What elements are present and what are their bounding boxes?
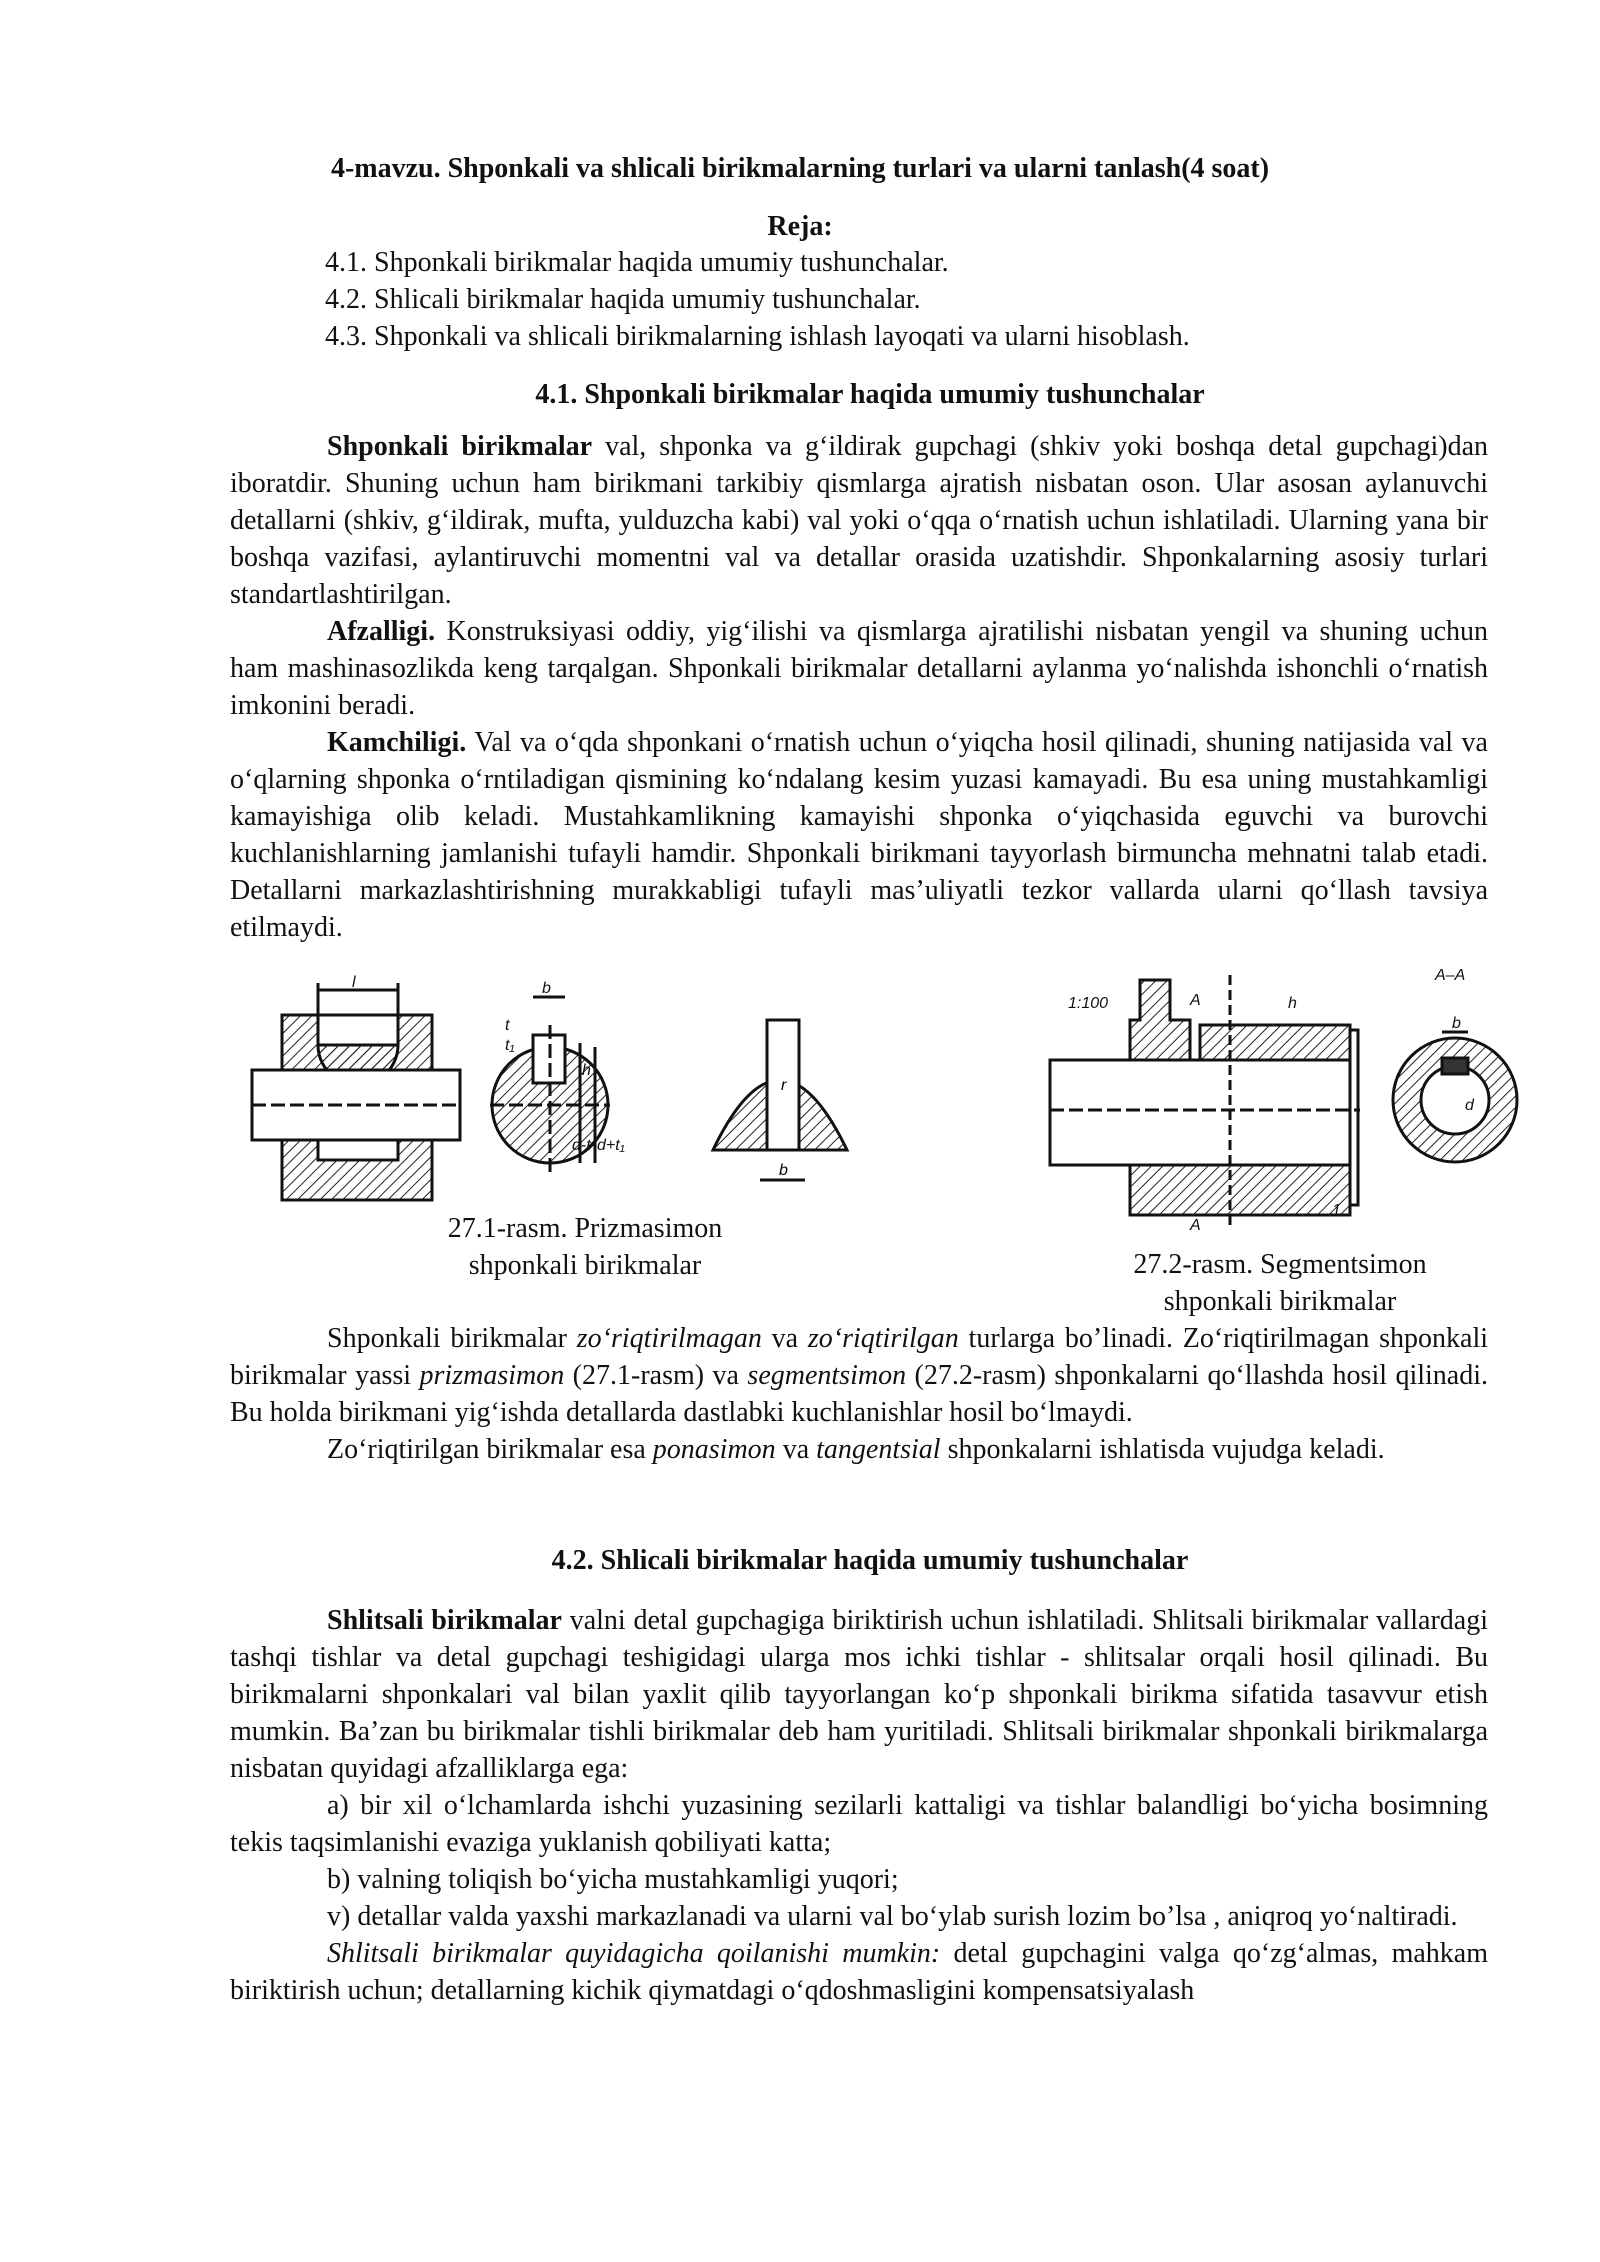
term-italic: Shlitsali birikmalar quyidagicha qoilanishi mumkin: [327,1938,941,1969]
paragraph-text: val, shponka va g‘ildirak gupchagi (shkiv yoki boshqa detal gupchagi)dan iboratdir. Shuning uchun ham birikmani tarkibiy qismlarga ajratish nisbatan oson. Ular asosan aylanuvchi detallarni (shkiv, g‘ildirak, mufta, yulduzcha kabi) val yoki o‘qqa o‘rnatish uchun ishlatiladi. Ularning yana bir boshqa vazifasi, aylantiruvchi momentni val va detallar orasida uzatishdir. Shponkalarning asosiy turlari standartlashtirilgan. [230,431,1488,610]
caption-line: 27.1-rasm. Prizmasimon [447,1213,723,1244]
label-r: r [781,1077,787,1094]
label-b2: b [779,1162,788,1179]
prismatic-key-figure [250,975,680,1220]
label-t1: t₁ [505,1037,515,1054]
term-bold: Kamchiligi. [327,727,467,758]
label-scale: 1:100 [1068,995,1109,1012]
key-section-figure [705,1010,855,1190]
plan-item: 4.3. Shponkali va shlicali birikmalarning ishlash layoqati va ularni hisoblash. [325,321,1190,352]
paragraph-text: va [761,1323,808,1354]
term-bold: Shponkali birikmalar [327,431,593,462]
term-bold: Shlitsali birikmalar [327,1605,562,1636]
plan-heading: Reja: [767,211,833,242]
term-italic: prizmasimon [419,1360,565,1391]
list-item: b) valning toliqish bo‘yicha mustahkamligi yuqori; [327,1864,899,1895]
plan-item: 4.1. Shponkali birikmalar haqida umumiy tushunchalar. [325,247,949,278]
figure-caption-1 [390,1210,780,1284]
label-t: t [505,1017,510,1034]
caption-line: 27.2-rasm. Segmentsimon [1133,1249,1427,1280]
caption-line: shponkali birikmalar [468,1250,702,1281]
term-italic: segmentsimon [747,1360,907,1391]
term-bold: Afzalligi. [327,616,436,647]
term-italic: zo‘riqtirilmagan [576,1323,762,1354]
paragraph-text: Zo‘riqtirilgan birikmalar esa [327,1434,653,1465]
list-item: a) bir xil o‘lchamlarda ishchi yuzasining sezilarli kattaligi va tishlar balandligi bo‘yicha bosimning tekis taqsimlanishi evaziga yuklanish qobiliyati katta; [230,1790,1488,1858]
paragraph-types [230,1320,1488,1468]
segment-key-figure [1040,960,1520,1235]
label-section-aa: A–A [1435,967,1466,984]
figure-caption-2 [1090,1246,1470,1320]
paragraph-text: (27.1-rasm) va [564,1360,748,1391]
label-b: b [542,980,551,997]
label-a-bottom: A [1190,1217,1201,1234]
label-h2: h [1288,995,1297,1012]
paragraph-text: Konstruksiyasi oddiy, yig‘ilishi va qismlarga ajratilishi nisbatan yengil va shuning uchun ham mashinasozlikda keng tarqalgan. Shponkali birikmalar detallarni aylanma yo‘nalishda ishonchli o‘rnatish imkonini beradi. [230,616,1488,721]
paragraph-intro [230,428,1488,946]
paragraph-text: Shponkali birikmalar [327,1323,577,1354]
list-item: v) detallar valda yaxshi markazlanadi va ularni val bo‘ylab surish lozim bo’lsa , aniqroq yo‘naltiradi. [327,1901,1458,1932]
label-h: h [582,1062,591,1079]
paragraph-text: valni detal gupchagiga biriktirish uchun ishlatiladi. Shlitsali birikmalar vallardagi tashqi tishlar va detal gupchagi teshigidagi ularga mos ichki tishlar - shlitsalar orqali hosil qilinadi. Bu birikmalarni shponkalari val bilan yaxlit qilib tayyorlangan ko‘p shponkali birikma sifatida tasavvur etish mumkin. Ba’zan bu birikmalar tishli birikmalar deb ham yuritiladi. Shlitsali birikmalar shponkali birikmalarga nisbatan quyidagi afzalliklarga ega: [230,1605,1488,1784]
term-italic: zo‘riqtirilgan [807,1323,959,1354]
label-a-top: A [1190,992,1201,1009]
paragraph-text: (27.2-rasm) shponkalarni qo‘llashda hosil qilinadi. Bu holda birikmani yig‘ishda detallarda dastlabki kuchlanishlar hosil bo‘lmaydi. [230,1360,1489,1428]
plan-list [325,244,1190,355]
plan-item: 4.2. Shlicali birikmalar haqida umumiy tushunchalar. [325,284,921,315]
label-dt1: d+t₁ [597,1137,625,1154]
paragraph-splines [230,1602,1488,2009]
paragraph-text: turlarga bo’linadi. Zo‘riqtirilmagan shponkali birikmalar yassi [230,1323,1489,1391]
page-title: 4-mavzu. Shponkali va shlicali birikmalarning turlari va ularni tanlash(4 soat) [330,153,1270,184]
label-1: 1 [1332,1202,1341,1219]
label-l: l [352,975,356,991]
paragraph-text: shponkalarni ishlatisda vujudga keladi. [940,1434,1385,1465]
paragraph-text: detal gupchagini valga qo‘zg‘almas, mahkam biriktirish uchun; detallarning kichik qiymatdagi o‘qdoshmasligini kompensatsiyalash [230,1938,1488,2006]
paragraph-text: va [775,1434,817,1465]
caption-line: shponkali birikmalar [1163,1286,1397,1317]
term-italic: tangentsial [816,1434,941,1465]
label-dt: d-t [572,1137,591,1154]
label-b3: b [1452,1015,1461,1032]
section-heading: 4.2. Shlicali birikmalar haqida umumiy tushunchalar [551,1545,1189,1576]
paragraph-text: Val va o‘qda shponkani o‘rnatish uchun o‘yiqcha hosil qilinadi, shuning natijasida val va o‘qlarning shponka o‘rntiladigan qismining ko‘ndalang kesim yuzasi kamayadi. Bu esa uning mustahkamligi kamayishiga olib keladi. Mustahkamlikning kamayishi shponka o‘yiqchasida eguvchi va burovchi kuchlanishlarning jamlanishi tufayli hamdir. Shponkali birikmani tayyorlash birmuncha mehnatni talab etadi. Detallarni markazlashtirishning murakkabligi tufayli mas’uliyatli tezkor vallarda ularni qo‘llash tavsiya etilmaydi. [230,727,1488,943]
section-heading: 4.1. Shponkali birikmalar haqida umumiy tushunchalar [535,379,1205,410]
term-italic: ponasimon [652,1434,776,1465]
label-d: d [1465,1097,1474,1114]
